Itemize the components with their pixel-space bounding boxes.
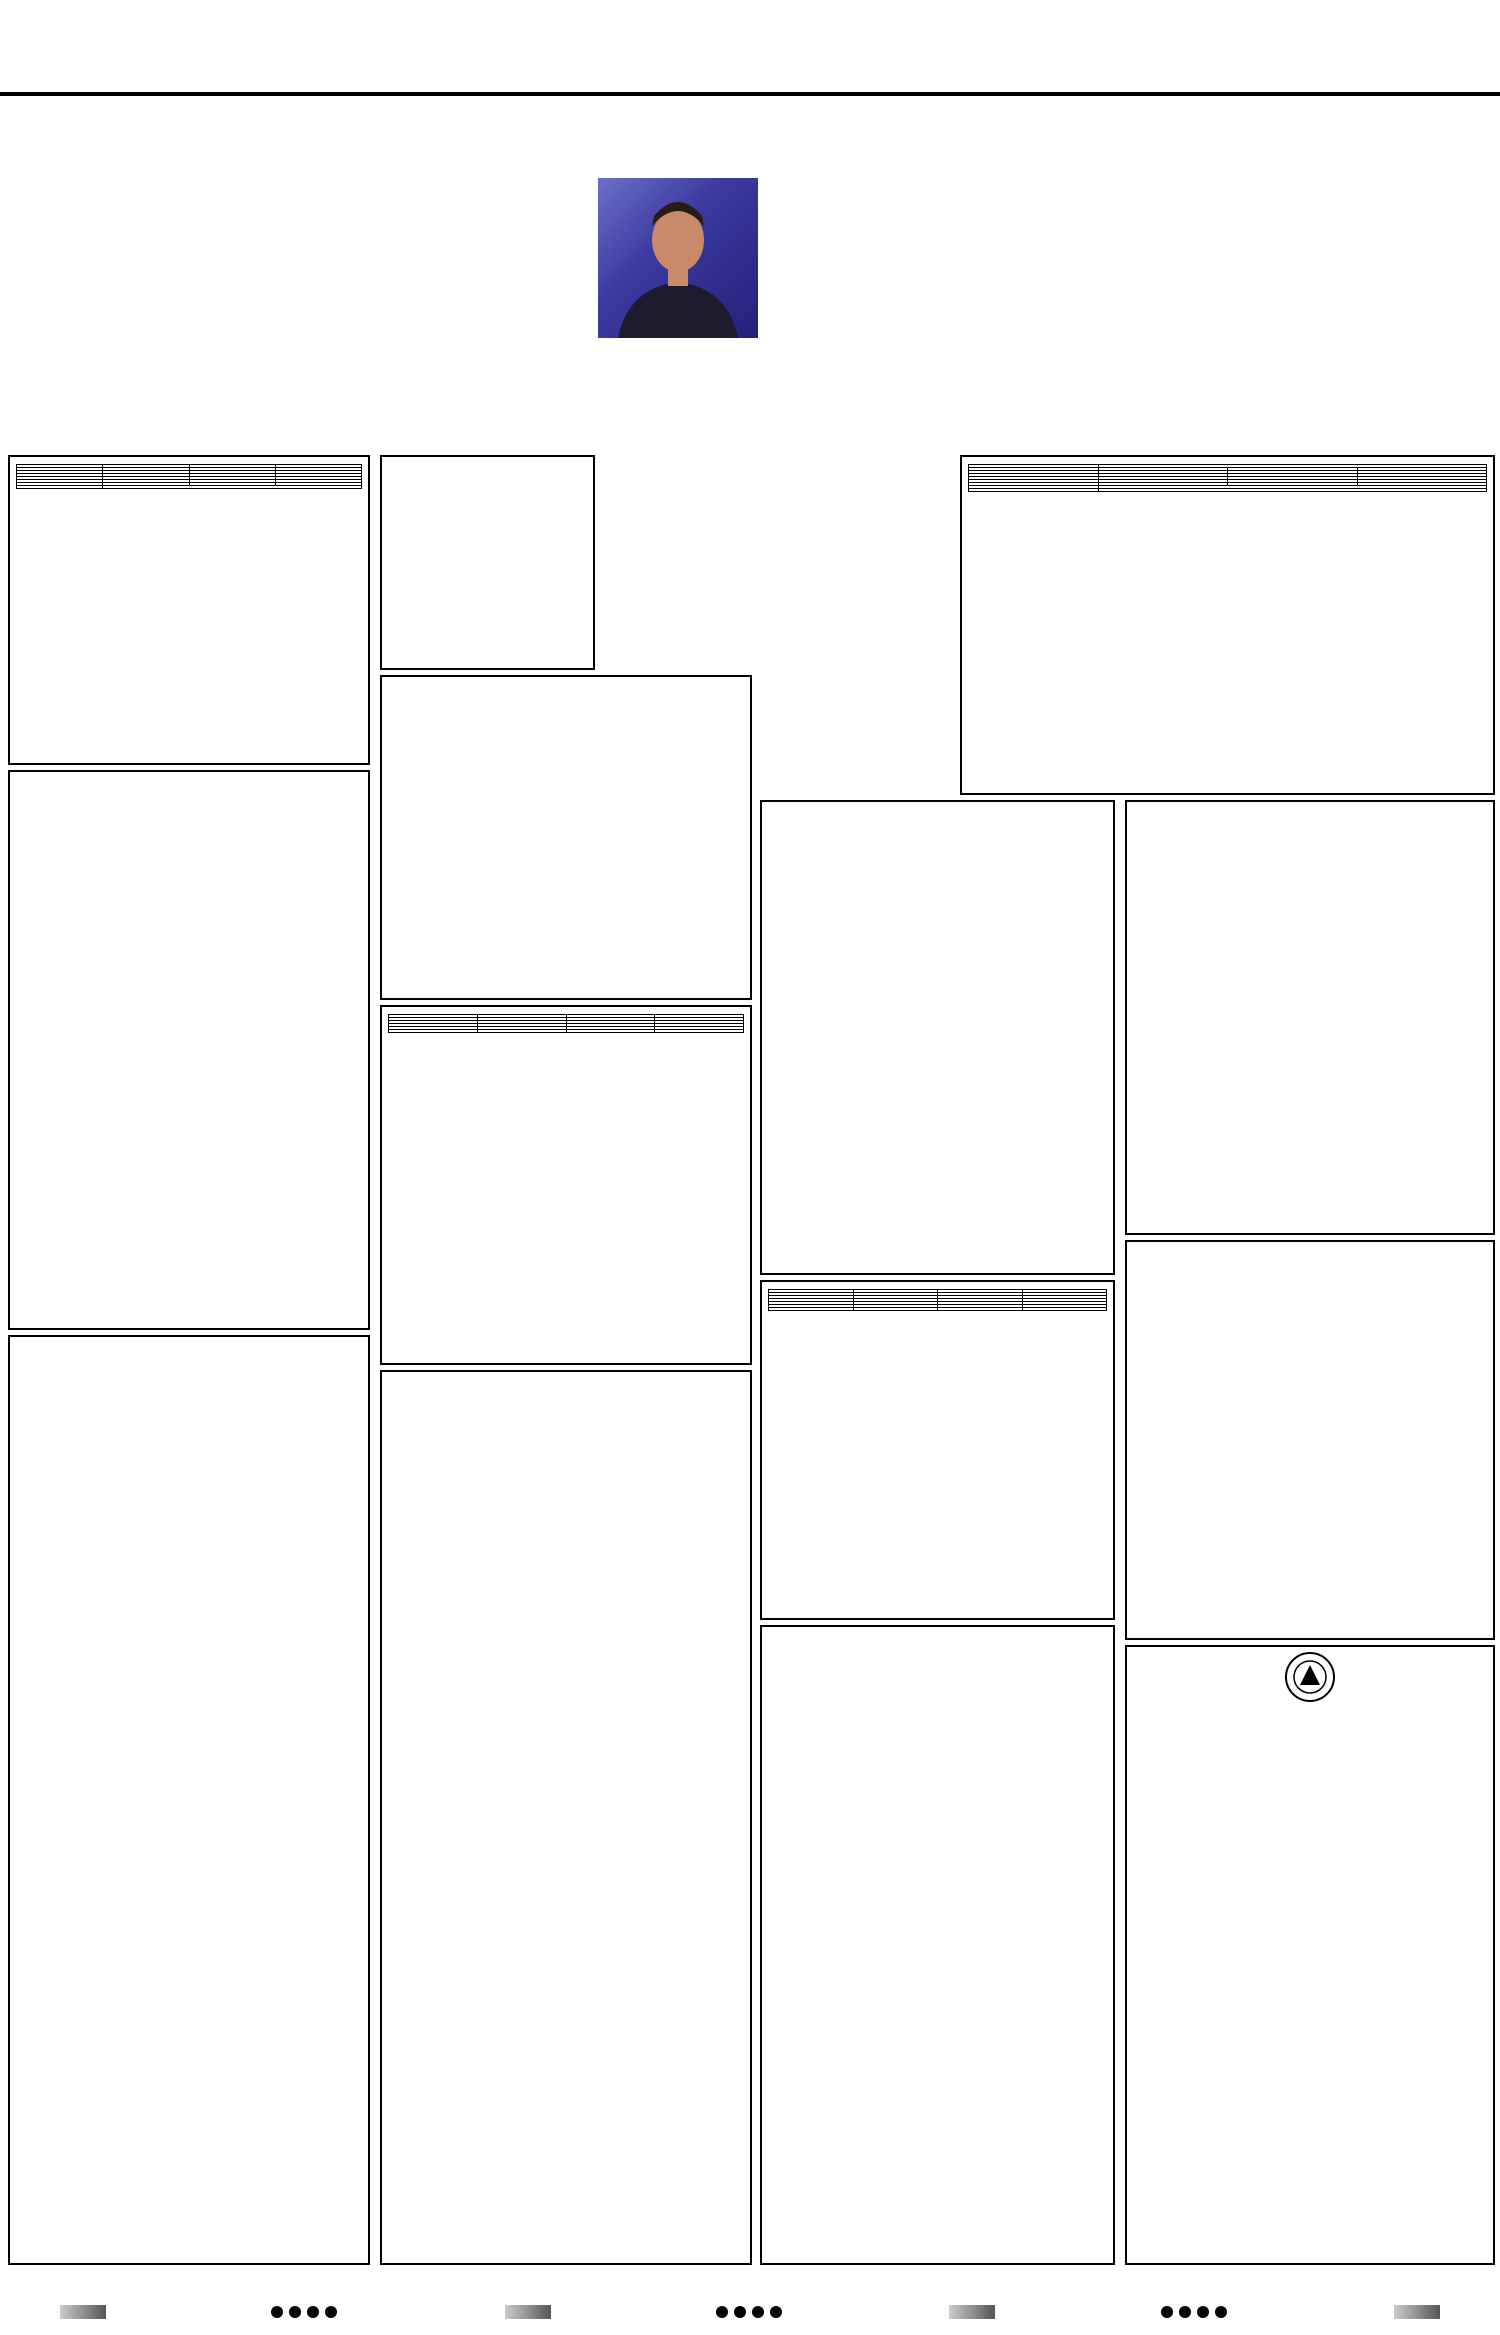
row-text xyxy=(1098,489,1487,492)
row-sep xyxy=(938,1308,1023,1311)
row-label xyxy=(853,1308,938,1311)
row-num xyxy=(769,1308,854,1311)
grey-scale-patch xyxy=(505,2305,551,2319)
story-1-column-2 xyxy=(310,180,595,330)
row-num xyxy=(389,1030,478,1033)
boxer-photo xyxy=(598,178,758,338)
notice-sales-tax xyxy=(8,1335,370,2265)
notice-angul-rb xyxy=(8,455,370,765)
story-2-column-1 xyxy=(1020,180,1250,310)
grey-scale-patch xyxy=(1394,2305,1440,2319)
registration-dots xyxy=(1160,2305,1230,2319)
notice-eic-rfp xyxy=(8,770,370,1330)
notice-eic-quotation xyxy=(760,1625,1115,2265)
notice-sambalpur xyxy=(760,1280,1115,1620)
registration-dots xyxy=(715,2305,785,2319)
grey-scale-patch xyxy=(949,2305,995,2319)
headline-right xyxy=(770,96,1495,176)
notice-table xyxy=(768,1289,1107,1311)
grey-scale-patch xyxy=(60,2305,106,2319)
row-value xyxy=(655,1030,744,1033)
table-row xyxy=(17,486,362,489)
story-1-column-3 xyxy=(760,180,1010,450)
notice-table xyxy=(16,464,362,489)
table-row xyxy=(769,1308,1107,1311)
notice-oic xyxy=(380,675,752,1000)
notice-keonjhar xyxy=(380,1005,752,1365)
table-row xyxy=(389,1030,744,1033)
notice-eic-corrigendum xyxy=(380,455,595,670)
notice-mines xyxy=(380,1370,752,2265)
person-icon xyxy=(598,178,758,338)
notice-osrtc xyxy=(760,800,1115,1275)
row-sep xyxy=(566,1030,655,1033)
row-value xyxy=(1022,1308,1107,1311)
notice-table xyxy=(388,1014,744,1033)
print-colour-bar xyxy=(60,2305,1440,2319)
notice-medhabruti xyxy=(1125,1645,1495,2265)
masthead-logo xyxy=(10,8,160,68)
row-text xyxy=(103,486,362,489)
notice-ports xyxy=(960,455,1495,795)
row-num xyxy=(17,486,103,489)
state-emblem-icon xyxy=(1284,1651,1336,1703)
notice-berhampur xyxy=(1125,800,1495,1235)
row-num xyxy=(969,489,1099,492)
notice-sonepur xyxy=(1125,1240,1495,1640)
headline-left xyxy=(8,96,758,176)
row-label xyxy=(477,1030,566,1033)
notice-table xyxy=(968,464,1487,492)
emblem xyxy=(1133,1651,1487,1707)
story-1-column-1 xyxy=(10,180,300,450)
table-row xyxy=(969,489,1487,492)
story-2-column-2 xyxy=(1260,180,1490,310)
registration-dots xyxy=(270,2305,340,2319)
